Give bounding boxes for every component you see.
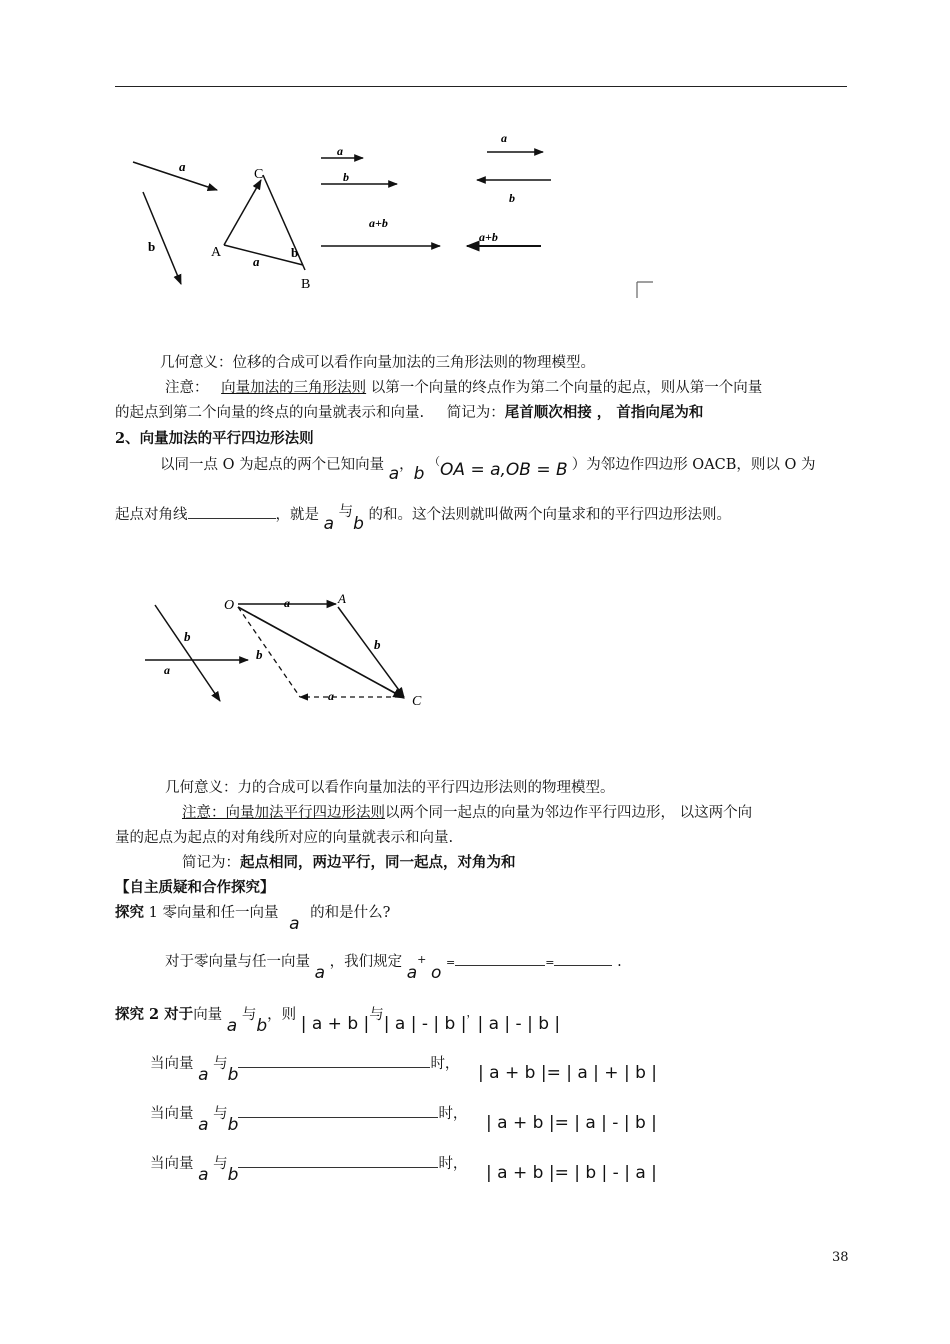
case-3-prefix: 当向量 [150, 1156, 194, 1172]
explore-1b-eq1: = [446, 956, 456, 969]
label-sum-opp: a+b [479, 230, 498, 244]
explore-2-expr-2: | a | - | b | [383, 1014, 467, 1034]
vector-OC [238, 607, 404, 698]
parallelogram-rule-figure [140, 585, 450, 715]
para2-prefix: 起点对角线 [115, 507, 188, 523]
label-b-free-2: b [184, 629, 191, 644]
para2-rest: 的和。这个法则就叫做两个向量求和的平行四边形法则。 [368, 507, 732, 523]
case-3-b: b [227, 1165, 239, 1185]
memo-1-label: 简记为： [446, 405, 505, 421]
label-b-tri: b [291, 245, 299, 260]
case-1-blank[interactable] [238, 1053, 430, 1068]
explore-2-expr-3: | a | - | b | [477, 1014, 561, 1034]
triangle-rule-figure [115, 120, 675, 310]
explore-1b-a: a [314, 963, 326, 983]
explore-1b-end: . [617, 954, 622, 970]
corner-mark [637, 282, 653, 298]
label-b-free: b [148, 239, 156, 254]
case-2 [150, 1102, 657, 1135]
explore-1-text: 1 零向量和任一向量 [144, 905, 279, 921]
geometric-meaning-2: 几何意义：力的合成可以看作向量加法的平行四边形法则的物理模型。 [165, 780, 615, 796]
case-1-a: a [198, 1065, 209, 1085]
explore-1b-a2: a [406, 963, 418, 983]
explore-1-rest: 的和是什么? [310, 905, 391, 921]
explore-1b-plus: + [417, 953, 427, 966]
parallelogram-para-line-1 [160, 453, 816, 484]
header-rule [115, 86, 847, 87]
label-b-opp: b [509, 191, 515, 205]
memo-1-text: 尾首顺次相接 ， 首指向尾为和 [504, 404, 704, 421]
case-1-b: b [227, 1065, 239, 1085]
explore-1-a: a [289, 914, 300, 934]
explore-2-sep: ， [466, 1006, 478, 1019]
section-3-heading: 【自主质疑和合作探究】 [115, 879, 275, 896]
para2-a: a [323, 514, 335, 534]
vector-b-free-2 [155, 605, 220, 701]
explore-1-rule [165, 950, 622, 983]
vector-AC [338, 607, 404, 697]
case-1-expr: | a + b |= | a | + | b | [478, 1063, 658, 1083]
label-b-same: b [343, 170, 349, 184]
diagonal-blank[interactable] [188, 504, 276, 519]
note-1-line-1 [165, 376, 762, 397]
note-1-line-2 [115, 401, 703, 422]
geometric-meaning-1: 几何意义：位移的合成可以看作向量加法的三角形法则的物理模型。 [160, 355, 595, 371]
page-number: 38 [832, 1250, 849, 1265]
explore-2-and: 与 [241, 1007, 257, 1023]
para2-b: b [353, 514, 364, 534]
explore-2-and-2: 与 [369, 1007, 384, 1023]
note-1-rule: 向量加法的三角形法则 [221, 380, 367, 396]
label-a-free: a [179, 159, 186, 174]
label-a-free-2: a [164, 663, 170, 677]
case-1-prefix: 当向量 [150, 1056, 194, 1072]
label-a-tri: a [253, 254, 260, 269]
memo-2 [182, 851, 516, 872]
note-1-prefix: 注意： [165, 380, 209, 396]
note-1-rest: 以第一个向量的终点作为第二个向量的起点，则从第一个向量 [370, 380, 763, 396]
note-2-rest: 以两个同一起点的向量为邻边作平行四边形， 以这两个向 [385, 805, 753, 821]
label-a-opp: a [501, 131, 507, 145]
case-3-a: a [198, 1165, 209, 1185]
section-2-heading: 2、向量加法的平行四边形法则 [115, 430, 314, 447]
case-3 [150, 1152, 657, 1185]
zero-sum-blank-2[interactable] [554, 951, 612, 966]
explore-1 [115, 901, 391, 934]
case-2-when: 时， [438, 1106, 468, 1122]
para-b: b [413, 464, 425, 484]
note-2-line-1 [182, 801, 752, 822]
label-A: A [211, 245, 222, 260]
label-B: B [301, 277, 311, 292]
note-2-line-2: 量的起点为起点的对角线所对应的向量就表示和向量. [115, 830, 454, 846]
note-2-rule: 向量加法平行四边形法则 [225, 805, 385, 821]
parallelogram-para-line-2 [115, 503, 732, 534]
triangle-side-sum [224, 180, 261, 245]
label-C: C [254, 167, 264, 182]
para2-mid: ，就是 [275, 507, 319, 523]
case-3-and: 与 [213, 1156, 228, 1172]
label-a-OA: a [284, 596, 290, 610]
label-A-2: A [338, 591, 346, 606]
zero-sum-blank-1[interactable] [455, 951, 545, 966]
explore-2-a: a [226, 1016, 238, 1036]
para-equation: OA = a,OB = B [440, 460, 568, 480]
case-3-blank[interactable] [238, 1153, 438, 1168]
explore-1-label: 探究 [115, 904, 144, 921]
case-3-expr: | a + b |= | b | - | a | [486, 1163, 657, 1183]
case-2-blank[interactable] [238, 1103, 438, 1118]
case-2-and: 与 [213, 1106, 228, 1122]
case-2-expr: | a + b |= | a | - | b | [486, 1113, 657, 1133]
memo-2-text: 起点相同，两边平行，同一起点，对角为和 [240, 854, 516, 871]
label-a-BC: a [328, 689, 334, 703]
label-a-same: a [337, 144, 343, 158]
explore-1b-eq2: = [545, 956, 555, 969]
vector-b-free [143, 192, 181, 284]
para-comma: ， [399, 457, 414, 473]
case-1-when: 时， [430, 1056, 460, 1072]
para-a: a [388, 464, 400, 484]
label-b-OB: b [256, 647, 263, 662]
explore-2-label: 探究 2 对于 [115, 1006, 194, 1023]
explore-2-b: b [256, 1016, 268, 1036]
para-rest: ）为邻边作四边形 OACB，则以 O 为 [571, 457, 816, 473]
para2-and: 与 [338, 504, 354, 520]
para-prefix: 以同一点 O 为起点的两个已知向量 [160, 457, 385, 473]
label-sum-same: a+b [369, 216, 388, 230]
explore-2-then: ，则 [267, 1007, 297, 1023]
case-2-b: b [227, 1115, 239, 1135]
label-O: O [224, 598, 235, 613]
dashed-side-OB [238, 607, 300, 697]
case-2-a: a [198, 1115, 209, 1135]
case-1 [150, 1052, 658, 1085]
explore-1b-o: o [431, 963, 442, 983]
explore-2-text: 向量 [193, 1007, 223, 1023]
memo-2-label: 简记为： [182, 855, 240, 871]
explore-1b-mid: ，我们规定 [329, 954, 403, 970]
para-paren-open: （ [429, 455, 441, 468]
case-1-and: 与 [213, 1056, 228, 1072]
explore-2 [115, 1003, 561, 1036]
label-C-2: C [412, 694, 422, 709]
note-1-line-2-text: 的起点到第二个向量的终点的向量就表示和向量. [115, 405, 425, 421]
note-2-prefix: 注意： [182, 805, 226, 821]
explore-2-expr-1: | a + b | [300, 1014, 370, 1034]
case-3-when: 时， [438, 1156, 468, 1172]
label-b-AC: b [374, 637, 381, 652]
vector-a-free [133, 162, 217, 190]
case-2-prefix: 当向量 [150, 1106, 194, 1122]
explore-1b-prefix: 对于零向量与任一向量 [165, 954, 310, 970]
